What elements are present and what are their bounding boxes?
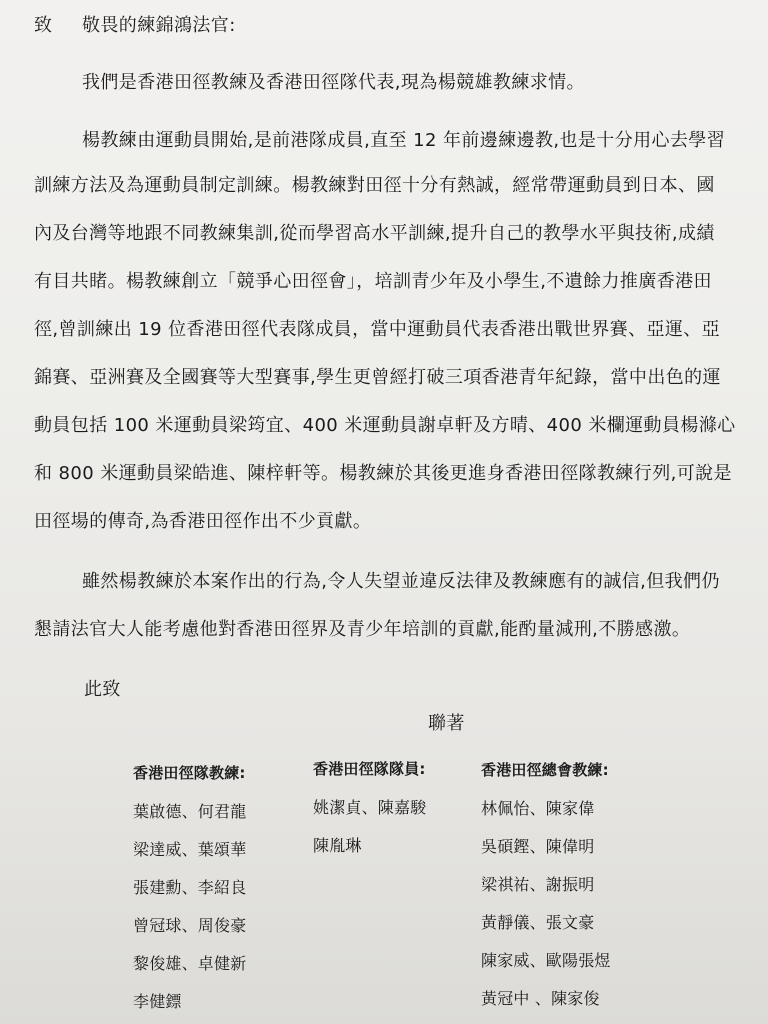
body-paragraph-line: 錦賽、亞洲賽及全國賽等大型賽事,學生更曾經打破三項香港青年紀錄，當中出色的運 <box>34 367 721 388</box>
signatory-names: 李健鏢 <box>133 992 182 1011</box>
signatory-names: 陳胤琳 <box>313 836 362 855</box>
body-paragraph-line: 田徑場的傳奇,為香港田徑作出不少貢獻。 <box>34 511 372 532</box>
association-coaches-column-title: 香港田徑總會教練: <box>481 761 609 779</box>
signatory-names: 黎俊雄、卓健新 <box>133 954 247 973</box>
athletes-column-title: 香港田徑隊隊員: <box>313 760 426 778</box>
signatory-names: 曾冠球、周俊豪 <box>133 916 247 935</box>
opening-paragraph: 我們是香港田徑教練及香港田徑隊代表,現為楊競雄教練求情。 <box>82 72 585 93</box>
body-paragraph-line: 內及台灣等地跟不同教練集訓,從而學習高水平訓練,提升自己的教學水平與技術,成績 <box>34 223 715 244</box>
signatory-names: 葉啟德、何君龍 <box>133 802 247 821</box>
signatory-names: 梁祺祐、謝振明 <box>481 875 595 894</box>
body-paragraph-line: 徑,曾訓練出 19 位香港田徑代表隊成員，當中運動員代表香港出戰世界賽、亞運、亞 <box>34 319 721 340</box>
salutation-recipient: 敬畏的練錦鴻法官: <box>82 15 236 36</box>
jointly-signed-heading: 聯著 <box>428 713 465 734</box>
signatory-names: 張建勳、李紹良 <box>133 878 247 897</box>
salutation-prefix: 致 <box>34 15 53 36</box>
signatory-names: 梁達威、葉頌華 <box>133 840 247 859</box>
signatory-names: 姚潔貞、陳嘉駿 <box>313 798 427 817</box>
closing-phrase: 此致 <box>84 679 121 700</box>
body-paragraph-line: 楊教練由運動員開始,是前港隊成員,直至 12 年前邊練邊教,也是十分用心去學習 <box>82 130 726 151</box>
plea-paragraph-line: 雖然楊教練於本案作出的行為,令人失望並違反法律及教練應有的誠信,但我們仍 <box>82 571 720 592</box>
signatory-names: 陳家威、歐陽張煜 <box>481 951 611 970</box>
body-paragraph-line: 動員包括 100 米運動員梁筠宜、400 米運動員謝卓軒及方晴、400 米欄運動員楊滌心 <box>34 415 736 436</box>
signatory-names: 林佩怡、陳家偉 <box>481 799 595 818</box>
body-paragraph-line: 和 800 米運動員梁皓進、陳梓軒等。楊教練於其後更進身香港田徑隊教練行列,可說是 <box>34 463 732 484</box>
body-paragraph-line: 有目共睹。楊教練創立「競爭心田徑會」，培訓青少年及小學生,不遺餘力推廣香港田 <box>34 271 712 292</box>
signatory-names: 吳碩鏗、陳偉明 <box>481 837 595 856</box>
coaches-column-title: 香港田徑隊教練: <box>133 764 246 782</box>
signatory-names: 黃靜儀、張文豪 <box>481 913 595 932</box>
signatory-names: 黃冠中 、陳家俊 <box>481 989 600 1008</box>
plea-paragraph-line: 懇請法官大人能考慮他對香港田徑界及青少年培訓的貢獻,能酌量減刑,不勝感激。 <box>34 619 691 640</box>
body-paragraph-line: 訓練方法及為運動員制定訓練。楊教練對田徑十分有熱誠，經常帶運動員到日本、國 <box>34 175 715 196</box>
